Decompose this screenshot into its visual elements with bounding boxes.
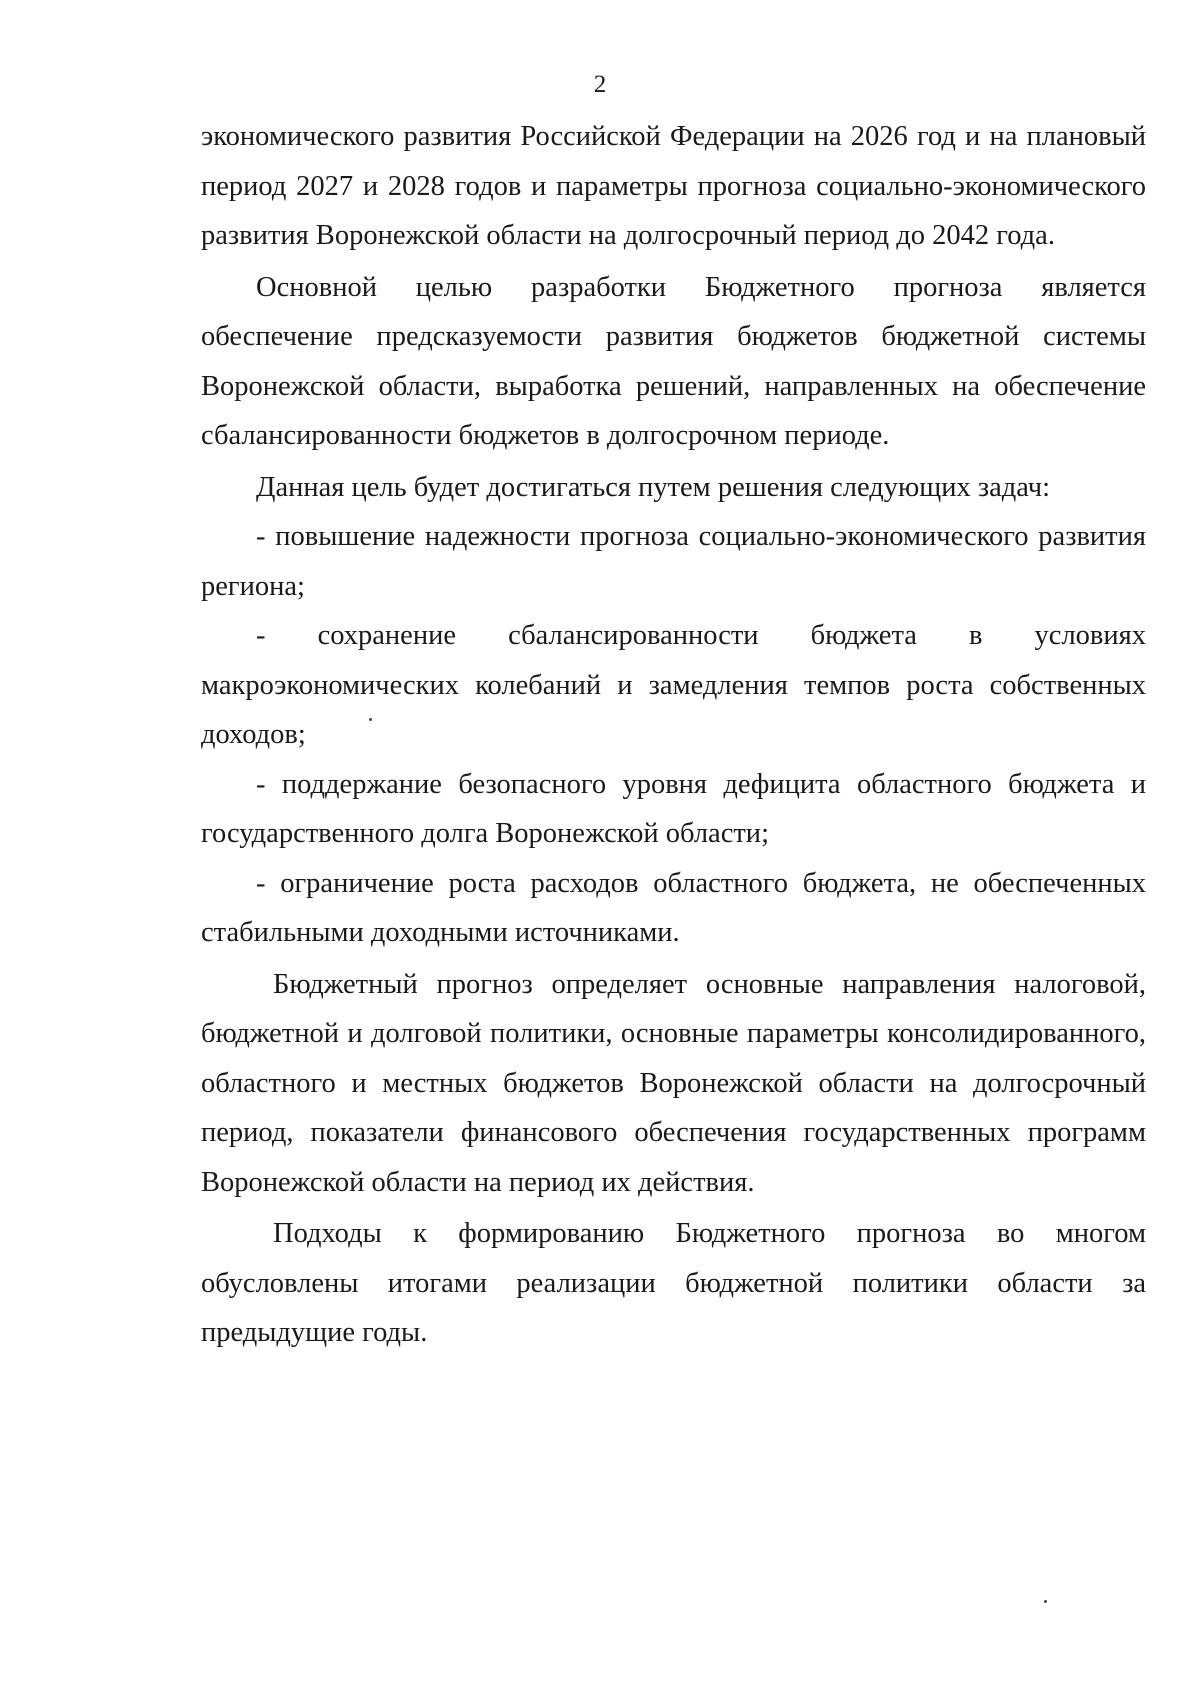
page-number: 2 [593,71,607,98]
paragraph-approaches: Подходы к формированию Бюджетного прогноза во многом обусловлены итогами реализации бюджетной политики области за предыдущие годы. [201,1218,1146,1348]
paragraph-tasks-intro: Данная цель будет достигаться путем решения следующих задач: [256,471,1051,503]
paragraph-forecast-scope: Бюджетный прогноз определяет основные направления налоговой, бюджетной и долговой политики, основные параметры консолидированного, областного и местных бюджетов Воронежской области на долгосрочный период, показатели финансового обеспечения государственных программ Воронежской области на период их действия. [201,968,1146,1198]
list-item-budget-balance: - сохранение сбалансированности бюджета в условиях макроэкономических колебаний и замедления темпов роста собственных доходов; [201,620,1146,750]
paragraph-goal: Основной целью разработки Бюджетного прогноза является обеспечение предсказуемости развития бюджетов бюджетной системы Воронежской области, выработка решений, направленных на обеспечение сбалансированности бюджетов в долгосрочном периоде. [201,271,1146,451]
paragraph-continuation: экономического развития Российской Федерации на 2026 год и на плановый период 2027 и 2028 годов и параметры прогноза социально-экономического развития Воронежской области на долгосрочный период до 2042 года. [201,121,1146,251]
list-item-forecast-reliability: - повышение надежности прогноза социально-экономического развития региона; [201,521,1146,602]
scan-speck [369,718,372,721]
scan-speck [1044,1600,1047,1603]
document-body [201,112,1146,1358]
list-item-expense-limit: - ограничение роста расходов областного бюджета, не обеспеченных стабильными доходными источниками. [201,867,1146,948]
list-item-deficit-level: - поддержание безопасного уровня дефицита областного бюджета и государственного долга Воронежской области; [201,768,1146,849]
